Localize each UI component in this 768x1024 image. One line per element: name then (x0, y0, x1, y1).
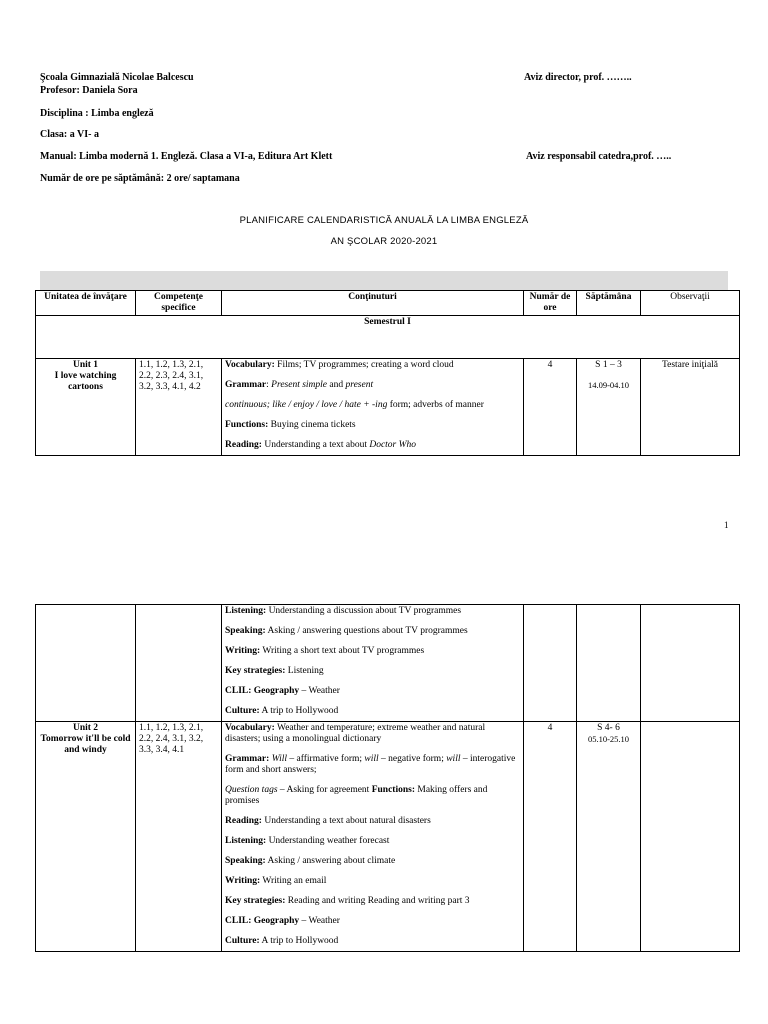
page-number: 1 (724, 520, 729, 530)
unit1-listening: Listening: Understanding a discussion about TV programmes (225, 606, 462, 616)
unit1-speaking: Speaking: Asking / answering questions about TV programmes (225, 626, 468, 636)
unit2-grammar: Grammar: Will – affirmative form; will – negative form; will – interogative form and short answers; (225, 754, 516, 775)
unit2-name: Tomorrow it'll be cold and windy (40, 734, 131, 755)
department-approval: Aviz responsabil catedra,prof. ….. (526, 151, 672, 162)
unit1-competences: 1.1, 1.2, 1.3, 2.1, 2.2, 2.3, 2.4, 3.1, 3.2, 3.3, 4.1, 4.2 (136, 359, 222, 456)
unit1-grammar-cont: continuous; like / enjoy / love / hate + -ing form; adverbs of manner (225, 400, 484, 410)
unit1-number: Unit 1 (72, 360, 99, 370)
unit2-title (36, 722, 136, 952)
table-row (36, 359, 740, 456)
unit1-content (222, 359, 524, 456)
unit2-competences: 1.1, 1.2, 1.3, 2.1, 2.2, 2.4, 3.1, 3.2, 3.3, 3.4, 4.1 (136, 722, 222, 952)
col-hours: Număr de ore (524, 291, 577, 316)
class-line: Clasa: a VI- a (40, 129, 99, 140)
unit2-notes (641, 722, 740, 952)
unit1-week (577, 359, 641, 456)
unit1-cont-notes (641, 605, 740, 722)
unit2-content (222, 722, 524, 952)
semester-row (36, 316, 740, 359)
unit2-writing: Writing: Writing an email (225, 876, 327, 886)
unit1-dates: 14.09-04.10 (587, 380, 630, 390)
semester-label: Semestrul I (36, 316, 740, 359)
unit2-dates: 05.10-25.10 (587, 734, 630, 744)
unit2-speaking: Speaking: Asking / answering about climate (225, 856, 396, 866)
unit1-cont-unit (36, 605, 136, 722)
table-row (36, 722, 740, 952)
table-row (36, 605, 740, 722)
school-year: AN ŞCOLAR 2020-2021 (330, 236, 438, 247)
unit1-cont-content (222, 605, 524, 722)
col-unit: Unitatea de învăţare (36, 291, 136, 316)
unit2-question-tags: Question tags – Asking for agreement Functions: Making offers and promises (225, 785, 488, 806)
unit1-key-strategies: Key strategies: Listening (225, 666, 324, 676)
school-name: Şcoala Gimnazială Nicolae Balcescu (40, 72, 194, 83)
unit2-vocabulary: Vocabulary: Weather and temperature; extreme weather and natural disasters; using a monolingual dictionary (225, 723, 486, 744)
gray-band (40, 271, 728, 290)
unit1-vocabulary: Vocabulary: Films; TV programmes; creating a word cloud (225, 360, 454, 370)
col-competences: Competenţe specifice (136, 291, 222, 316)
unit1-cont-hours (524, 605, 577, 722)
col-notes: Observaţii (641, 291, 740, 316)
unit1-hours: 4 (524, 359, 577, 456)
unit1-clil: CLIL: Geography – Weather (225, 686, 340, 696)
unit1-reading: Reading: Understanding a text about Doctor Who (225, 440, 417, 450)
unit1-grammar: Grammar: Present simple and present (225, 380, 374, 390)
document-title: PLANIFICARE CALENDARISTICĂ ANUALĂ LA LIMBA ENGLEZĂ (239, 215, 529, 226)
unit1-week-range: S 1 – 3 (595, 360, 622, 370)
unit2-clil: CLIL: Geography – Weather (225, 916, 340, 926)
table-header-row (36, 291, 740, 316)
unit2-number: Unit 2 (72, 723, 99, 733)
unit2-culture: Culture: A trip to Hollywood (225, 936, 339, 946)
manual-line: Manual: Limba modernă 1. Engleză. Clasa a VI-a, Editura Art Klett (40, 151, 333, 162)
unit2-week (577, 722, 641, 952)
director-approval: Aviz director, prof. …….. (524, 72, 632, 83)
unit2-key-strategies: Key strategies: Reading and writing Reading and writing part 3 (225, 896, 470, 906)
col-content: Conţinuturi (222, 291, 524, 316)
planning-table-page1 (35, 290, 740, 456)
unit1-cont-week (577, 605, 641, 722)
teacher-name: Profesor: Daniela Sora (40, 85, 138, 96)
unit2-listening: Listening: Understanding weather forecast (225, 836, 390, 846)
unit1-cont-competences (136, 605, 222, 722)
subject-line: Disciplina : Limba engleză (40, 108, 154, 119)
col-week: Săptămâna (577, 291, 641, 316)
unit1-culture: Culture: A trip to Hollywood (225, 706, 339, 716)
unit1-name: I love watching cartoons (54, 371, 117, 392)
planning-table-page2 (35, 604, 740, 952)
unit1-functions: Functions: Buying cinema tickets (225, 420, 356, 430)
unit2-reading: Reading: Understanding a text about natural disasters (225, 816, 431, 826)
hours-line: Număr de ore pe săptămână: 2 ore/ saptamana (40, 173, 240, 184)
unit2-week-range: S 4- 6 (597, 723, 620, 733)
unit1-notes: Testare iniţială (641, 359, 740, 456)
unit1-writing: Writing: Writing a short text about TV programmes (225, 646, 425, 656)
unit2-hours: 4 (524, 722, 577, 952)
unit1-title (36, 359, 136, 456)
